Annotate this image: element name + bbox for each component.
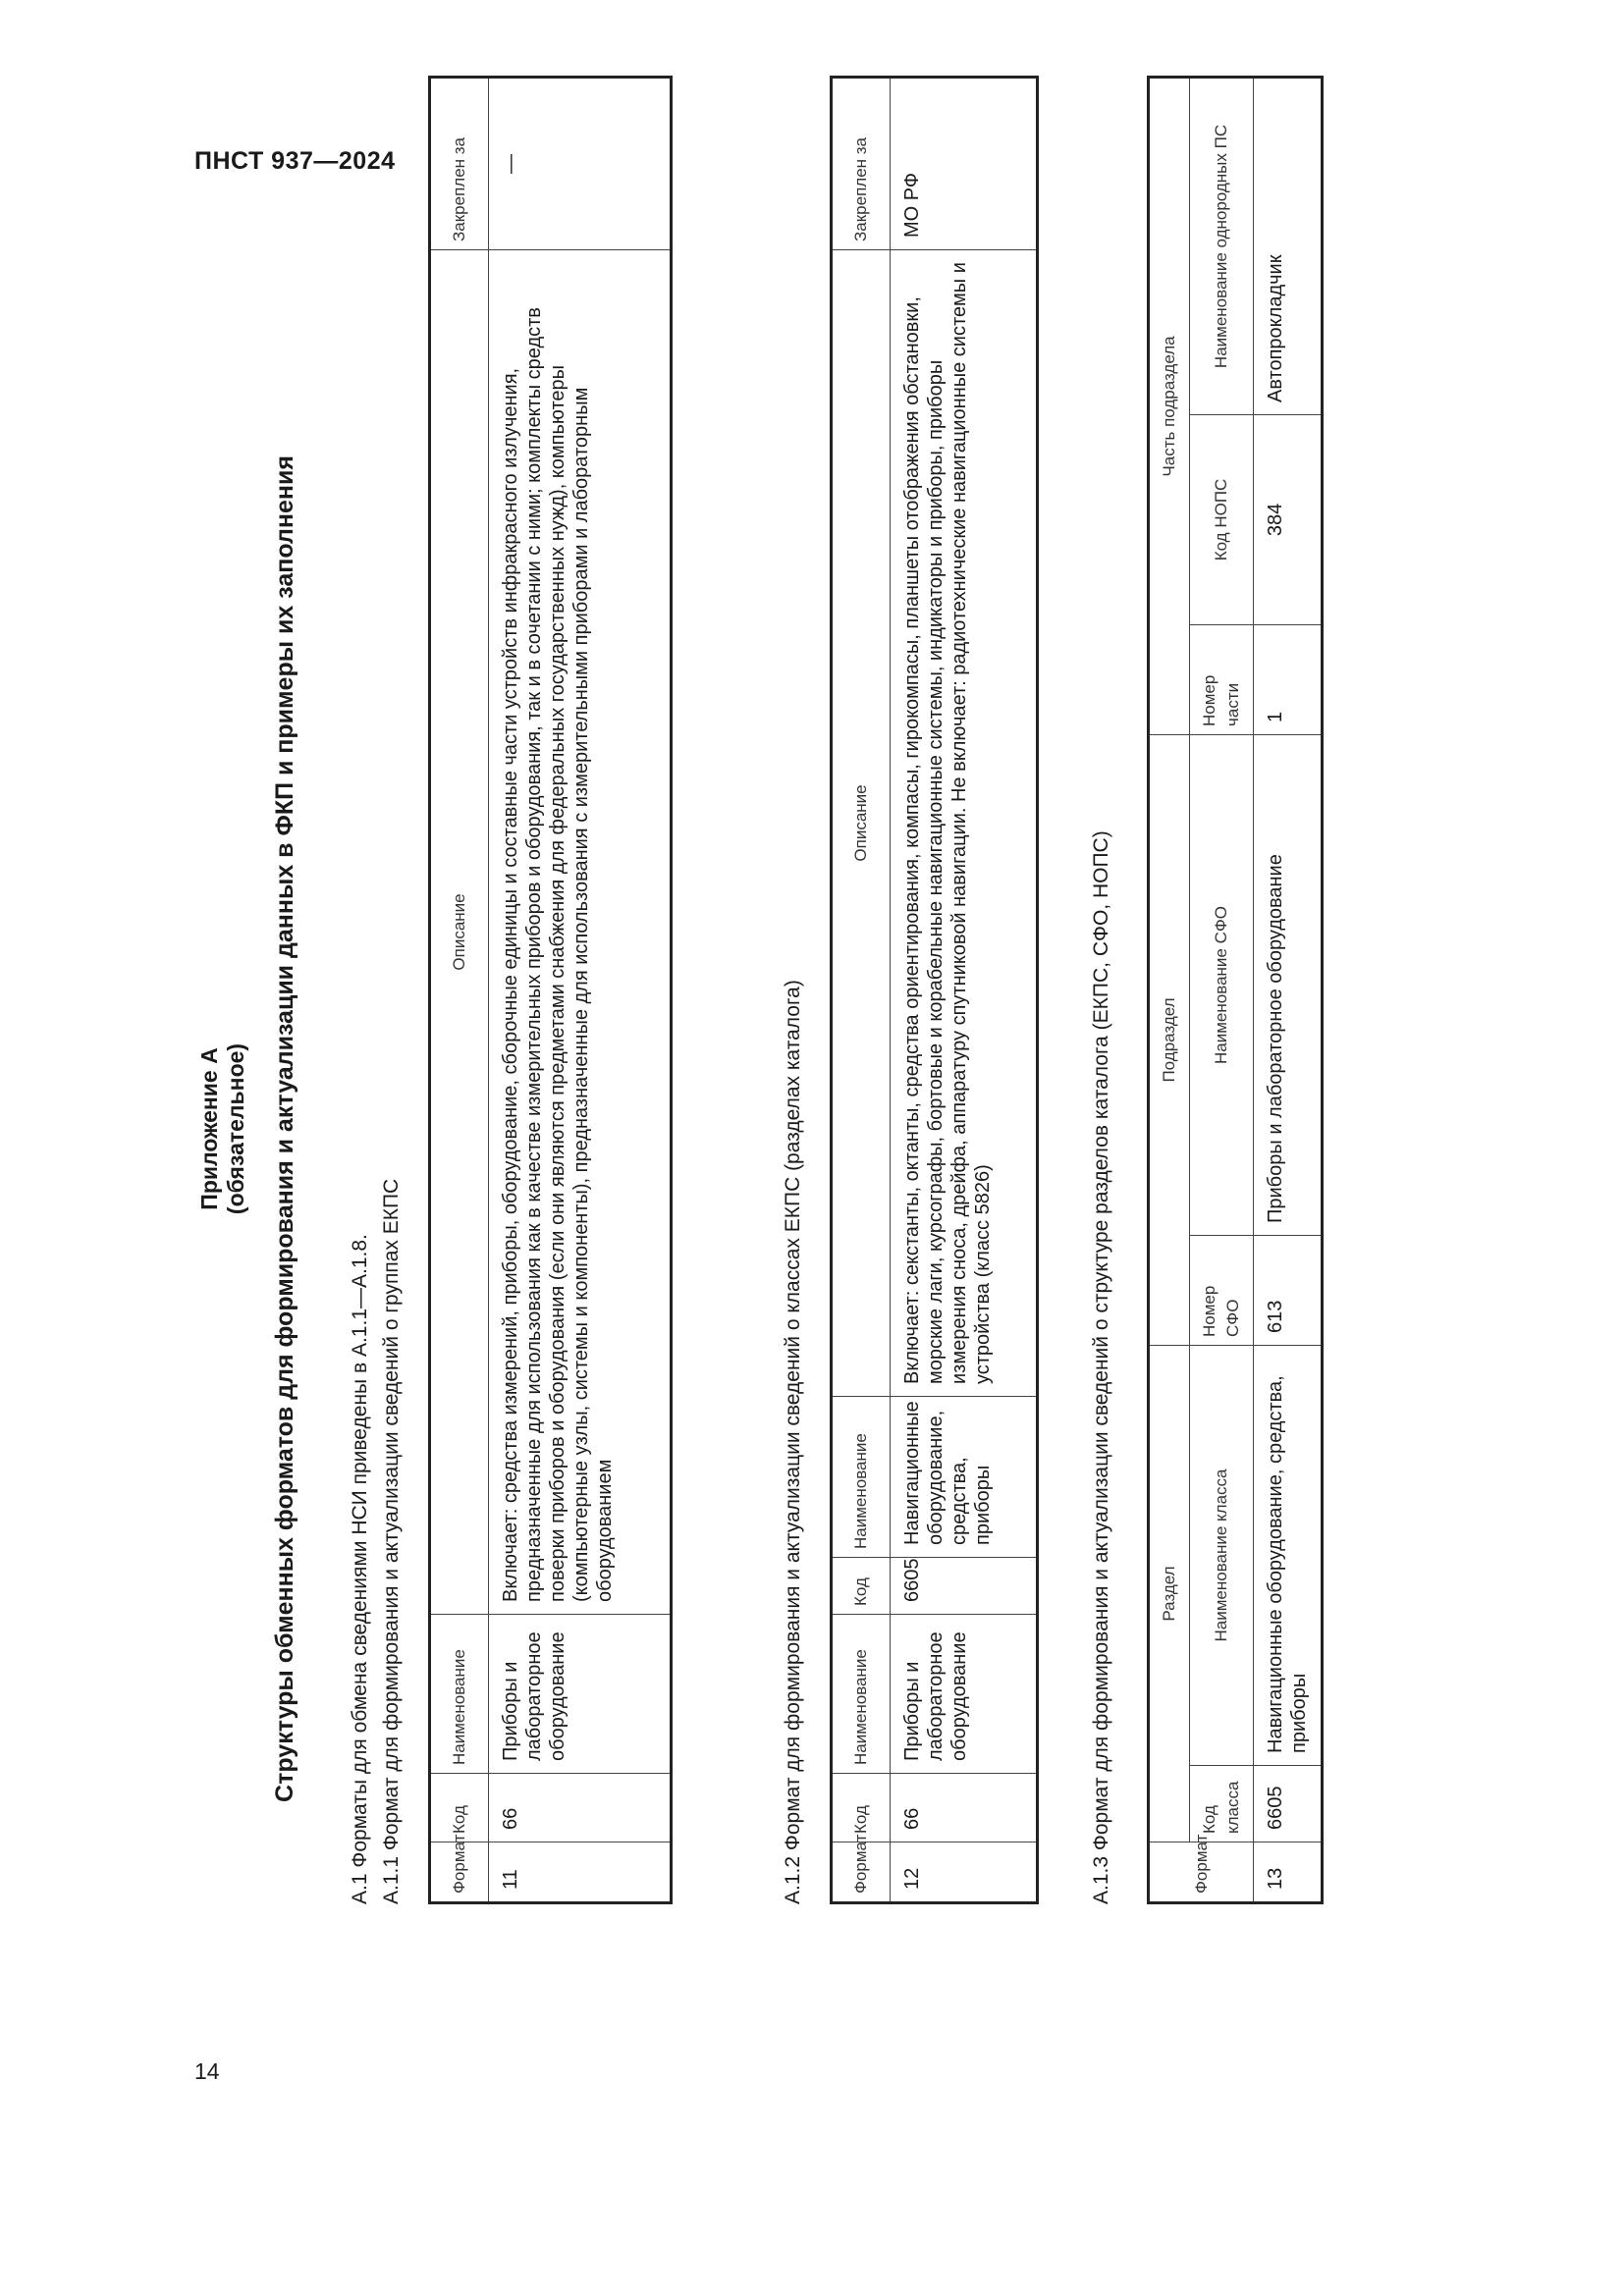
col-name: Наименование [832,1615,891,1774]
cell-format: 11 [489,1842,672,1903]
col-format: Формат [832,1842,891,1903]
group-subsection: Подраздел [1149,734,1190,1345]
cell-ps-name: Автопрокладчик [1254,77,1323,414]
col-part-number: Номер части [1190,624,1254,734]
cell-format: 12 [891,1842,1038,1903]
table-row [1254,77,1323,1902]
appendix-title: Приложение А [196,1047,222,1210]
group-section: Раздел [1149,1345,1190,1842]
cell-class-code: 6605 [891,1558,1038,1615]
col-name: Наименование [430,1615,489,1774]
col-ps-name: Наименование однородных ПС [1190,77,1254,414]
cell-class-name: Навигационные оборудование, средства, приборы [1254,1345,1323,1765]
col-class-name: Наименование [832,1397,891,1558]
table-structure [1147,76,1324,1904]
table-group-header-row [1149,77,1190,1902]
cell-sfo-number: 613 [1254,1235,1323,1345]
section-a13: А.1.3 Формат для формирования и актуализации сведений о структуре разделов каталога (ЕКПС, СФО, НОПС) [1090,830,1112,1904]
col-assigned: Закреплен за [832,78,891,250]
table-row [891,78,1038,1903]
document-code: ПНСТ 937—2024 [194,147,396,175]
appendix-header [196,216,299,2042]
cell-class-name: Навигационные оборудование, средства, приборы [891,1397,1038,1558]
col-sfo-number: Номер СФО [1190,1235,1254,1345]
section-a11: А.1.1 Формат для формирования и актуализации сведений о группах ЕКПС [380,1178,403,1904]
col-assigned: Закреплен за [430,78,489,250]
table-classes [830,76,1039,1904]
col-format: Формат [1149,1842,1254,1903]
appendix-subtitle: (обязательное) [223,1042,248,1215]
col-description: Описание [832,250,891,1397]
table-groups [428,76,673,1904]
cell-assigned: МО РФ [891,78,1038,250]
col-description: Описание [430,250,489,1615]
cell-nops-code: 384 [1254,414,1323,624]
col-nops-code: Код НОПС [1190,414,1254,624]
cell-description: Включает: средства измерений, приборы, оборудование, сборочные единицы и составные части устройств инфракрасного излучения, предназначенные для использования как в качестве измерительных приборов и оборудования, так и в сочетании с ними; комплекты средств поверки приборов и оборудования (если они являются предметами снабжения для федеральных государственных нужд), компьютеры (компьютерные узлы, системы и компоненты), предназначенные для использования с измерительными приборами и лабораторным оборудованием [489,250,672,1615]
col-format: Формат [430,1842,489,1903]
table-header-row [1190,77,1254,1902]
col-class-name: Наименование класса [1190,1345,1254,1765]
table-header-row [430,78,489,1903]
cell-sfo-name: Приборы и лабораторное оборудование [1254,734,1323,1235]
col-class-code: Код [832,1558,891,1615]
cell-part-number: 1 [1254,624,1323,734]
col-code: Код [430,1774,489,1842]
appendix-heading: Структуры обменных форматов для формирования и актуализации данных в ФКП и примеры их заполнения [271,455,298,1802]
col-sfo-name: Наименование СФО [1190,734,1254,1235]
cell-class-code: 6605 [1254,1766,1323,1842]
section-a1: А.1 Форматы для обмена сведениями НСИ приведены в А.1.1—А.1.8. [349,1234,371,1904]
cell-description: Включает: секстанты, октанты, средства ориентирования, компасы, гирокомпасы, планшеты отображения обстановки, морские лаги, курсографы, бортовые и корабельные навигационные системы, индикаторы и приборы, приборы измерения сноса, дрейфа, аппаратуру спутниковой навигации. Не включает: радиотехнические навигационные системы и устройства (класс 5826) [891,250,1038,1397]
group-part: Часть подраздела [1149,77,1190,734]
cell-code: 66 [489,1774,672,1842]
col-code: Код [832,1774,891,1842]
cell-code: 66 [891,1774,1038,1842]
section-a12: А.1.2 Формат для формирования и актуализации сведений о классах ЕКПС (разделах каталога) [782,980,804,1904]
table-row [489,78,672,1903]
table-header-row [832,78,891,1903]
col-class-code: Код класса [1190,1766,1254,1842]
page-number: 14 [194,2058,220,2084]
cell-name: Приборы и лабораторное оборудование [891,1615,1038,1774]
cell-name: Приборы и лабораторное оборудование [489,1615,672,1774]
cell-format: 13 [1254,1842,1323,1903]
cell-assigned: — [489,78,672,250]
